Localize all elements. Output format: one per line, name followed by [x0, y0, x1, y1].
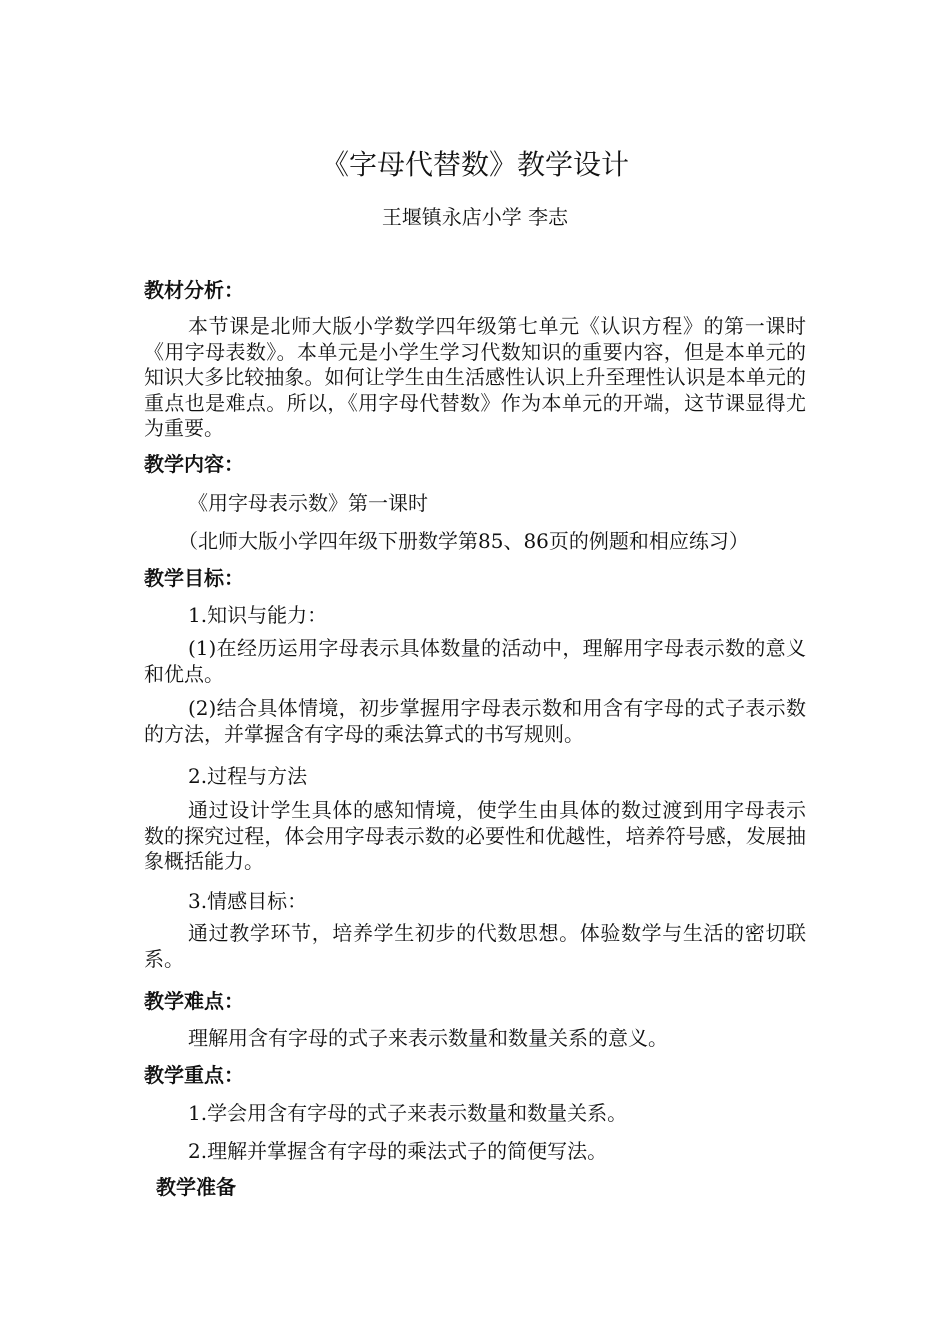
analysis-paragraph: 本节课是北师大版小学数学四年级第七单元《认识方程》的第一课时《用字母表数》。本单元是小学生学习代数知识的重要内容，但是本单元的知识大多比较抽象。如何让学生由生活感性认识上升至理性认识是本单元的重点也是难点。所以，《用字母代替数》作为本单元的开端，这节课显得尤为重要。: [144, 314, 806, 440]
goals-item-1: 1.知识与能力：: [188, 603, 328, 627]
goals-item-2: 2.过程与方法: [188, 764, 308, 788]
section-heading-difficulty: 教学难点：: [144, 989, 244, 1013]
section-heading-analysis: 教材分析：: [144, 278, 244, 302]
author-line: 王堰镇永店小学 李志: [381, 205, 569, 229]
section-heading-goals: 教学目标：: [144, 566, 244, 590]
section-heading-preparation: 教学准备: [156, 1175, 236, 1199]
focus-line-2: 2.理解并掌握含有字母的乘法式子的简便写法。: [188, 1139, 608, 1163]
goals-item-3-text: 通过教学环节，培养学生初步的代数思想。体验数学与生活的密切联系。: [144, 921, 806, 971]
section-heading-focus: 教学重点：: [144, 1063, 244, 1087]
goals-item-1a: (1)在经历运用字母表示具体数量的活动中，理解用字母表示数的意义和优点。: [144, 636, 806, 686]
goals-item-2-text: 通过设计学生具体的感知情境，使学生由具体的数过渡到用字母表示数的探究过程，体会用字母表示数的必要性和优越性，培养符号感，发展抽象概括能力。: [144, 798, 806, 873]
section-heading-content: 教学内容：: [144, 452, 244, 476]
content-line-2: （北师大版小学四年级下册数学第85、86页的例题和相应练习）: [178, 529, 749, 553]
goals-item-1b: (2)结合具体情境，初步掌握用字母表示数和用含有字母的式子表示数的方法，并掌握含有字母的乘法算式的书写规则。: [144, 696, 806, 746]
goals-item-3: 3.情感目标：: [188, 889, 308, 913]
difficulty-line-1: 理解用含有字母的式子来表示数量和数量关系的意义。: [188, 1026, 668, 1050]
document-title: 《字母代替数》教学设计: [320, 148, 629, 181]
content-line-1: 《用字母表示数》第一课时: [188, 491, 428, 515]
focus-line-1: 1.学会用含有字母的式子来表示数量和数量关系。: [188, 1101, 628, 1125]
